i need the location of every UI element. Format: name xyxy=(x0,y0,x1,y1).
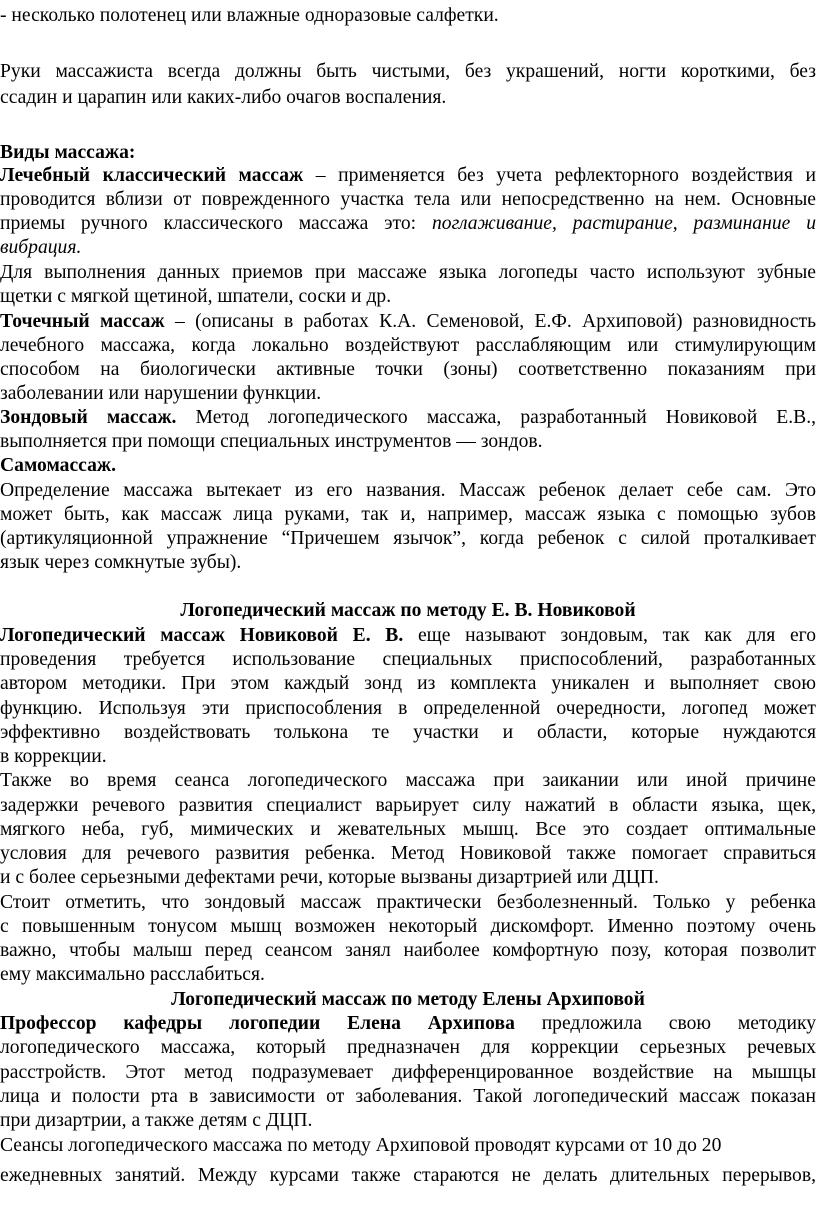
text-line: вибрация. xyxy=(0,237,82,258)
term-probe-massage: Зондовый массаж. xyxy=(0,407,177,428)
text-line: ежедневных занятий. Между курсами также стараются не делать длительных перерывов, xyxy=(0,1165,816,1186)
text-run: приемы ручного классического массажа это: xyxy=(0,213,432,234)
techniques-list: поглаживание, растирание, разминание и xyxy=(431,213,816,234)
text-line: - несколько полотенец или влажные одноразовые салфетки. xyxy=(0,5,499,26)
text-line: логопедического массажа, который предназначен для коррекции серьезных речевых xyxy=(0,1037,816,1058)
text-line: в коррекции. xyxy=(0,746,107,767)
text-line xyxy=(0,1012,816,1036)
section-heading: Виды массажа: xyxy=(0,142,136,163)
text-line: (артикуляционной упражнение “Причешем язычок”, когда ребенок с силой проталкивает xyxy=(0,528,816,549)
text-line: может быть, как массаж лица руками, так и, например, массаж языка с помощью зубов xyxy=(0,504,816,525)
text-line: щетки с мягкой щетиной, шпатели, соски и др. xyxy=(0,286,392,307)
text-line: Сеансы логопедического массажа по методу Архиповой проводят курсами от 10 до 20 xyxy=(0,1135,722,1156)
section-title-arkhipova: Логопедический массаж по методу Елены Архиповой xyxy=(171,989,645,1010)
text-line: важно, чтобы малыш перед сеансом занял наиболее комфортную позу, которая позволит xyxy=(0,940,816,961)
text-line: условия для речевого развития ребенка. Метод Новиковой также помогает справиться xyxy=(0,843,816,864)
text-line: функцию. Используя эти приспособления в определенной очередности, логопед может xyxy=(0,698,816,719)
text-run: – (описаны в работах К.А. Семеновой, Е.Ф. Архиповой) разновидность xyxy=(164,311,816,332)
term-self-massage: Самомассаж. xyxy=(0,455,117,476)
text-line: проведения требуется использование специальных приспособлений, разработанных xyxy=(0,649,816,670)
text-line: при дизартрии, а также детям с ДЦП. xyxy=(0,1110,313,1131)
text-line: выполняется при помощи специальных инструментов — зондов. xyxy=(0,431,543,452)
text-line: мягкого неба, губ, мимических и жевательных мышц. Все это создает оптимальные xyxy=(0,819,816,840)
text-run: Метод логопедического массажа, разработанный Новиковой Е.В., xyxy=(176,407,816,428)
text-line: ссадин и царапин или каких-либо очагов воспаления. xyxy=(0,87,447,108)
text-run: – применяется без учета рефлекторного воздействия и xyxy=(303,165,816,186)
term-arkhipova: Профессор кафедры логопедии Елена Архипова xyxy=(0,1013,515,1034)
text-line: лица и полости рта в зависимости от заболевания. Такой логопедический массаж показан xyxy=(0,1086,816,1107)
text-line: лечебного массажа, когда локально воздействуют расслабляющим или стимулирующим xyxy=(0,335,816,356)
text-line: Также во время сеанса логопедического массажа при заикании или иной причине xyxy=(0,770,816,791)
text-line: ему максимально расслабиться. xyxy=(0,964,265,985)
text-line xyxy=(0,310,816,334)
text-line: заболевании или нарушении функции. xyxy=(0,383,322,404)
term-classic-massage: Лечебный классический массаж xyxy=(0,165,304,186)
text-line: задержки речевого развития специалист варьирует силу нажатий в области языка, щек, xyxy=(0,795,816,816)
text-line: язык через сомкнутые зубы). xyxy=(0,552,242,573)
text-line: способом на биологически активные точки (зоны) соответственно показаниям при xyxy=(0,359,816,380)
term-novikova-massage: Логопедический массаж Новиковой Е. В. xyxy=(0,625,404,646)
section-title-novikova: Логопедический массаж по методу Е. В. Новиковой xyxy=(180,600,636,621)
text-run: предложила свою методику xyxy=(514,1013,816,1034)
text-line xyxy=(0,406,816,430)
text-line: Для выполнения данных приемов при массаже языка логопеды часто используют зубные xyxy=(0,262,816,283)
text-line: с повышенным тонусом мышц возможен некоторый дискомфорт. Именно поэтому очень xyxy=(0,916,816,937)
term-point-massage: Точечный массаж xyxy=(0,311,165,332)
text-line: расстройств. Этот метод подразумевает дифференцированное воздействие на мышцы xyxy=(0,1062,816,1083)
text-line: автором методики. При этом каждый зонд из комплекта уникален и выполняет свою xyxy=(0,673,816,694)
text-line: проводится вблизи от поврежденного участка тела или непосредственно на нем. Основные xyxy=(0,189,816,210)
text-line xyxy=(0,164,816,188)
text-line: Стоит отметить, что зондовый массаж практически безболезненный. Только у ребенка xyxy=(0,892,816,913)
text-line: Руки массажиста всегда должны быть чистыми, без украшений, ногти короткими, без xyxy=(0,61,816,82)
text-run: еще называют зондовым, так как для его xyxy=(403,625,816,646)
text-line: эффективно воздействовать толькона те участки и области, которые нуждаются xyxy=(0,722,816,743)
text-line: Определение массажа вытекает из его названия. Массаж ребенок делает себе сам. Это xyxy=(0,480,816,501)
text-line: и с более серьезными дефектами речи, которые вызваны дизартрией или ДЦП. xyxy=(0,867,659,888)
text-line xyxy=(0,212,816,236)
text-line xyxy=(0,624,816,648)
